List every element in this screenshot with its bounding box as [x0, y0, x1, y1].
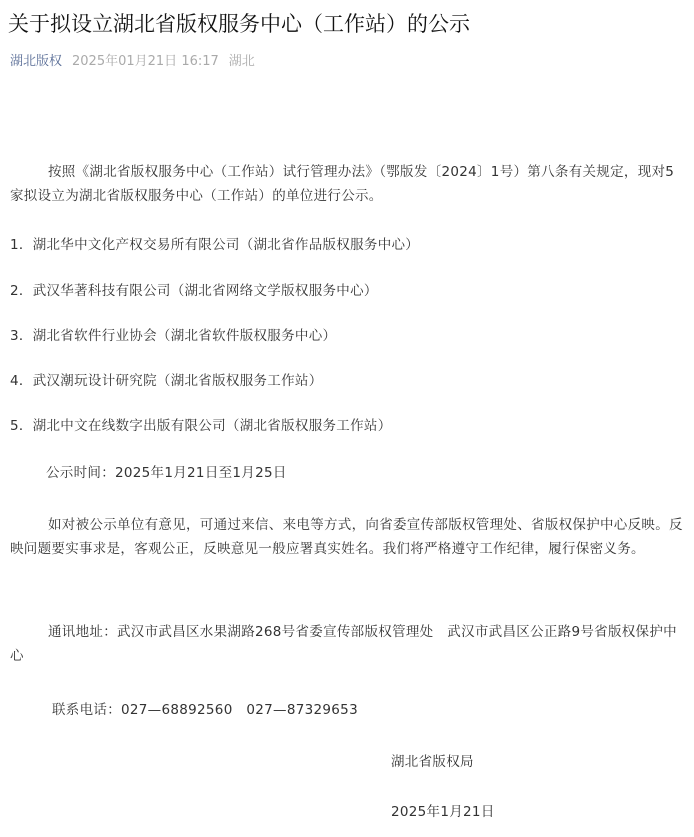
feedback-paragraph: 如对被公示单位有意见，可通过来信、来电等方式，向省委宣传部版权管理处、省版权保护中心反映。反映问题要实事求是，客观公正，反映意见一般应署真实姓名。我们将严格遵守工作纪律，履行保密义务。	[10, 517, 683, 557]
list-item: 2．武汉华著科技有限公司（湖北省网络文学版权服务中心）	[10, 283, 378, 299]
account-name-link[interactable]: 湖北版权	[10, 54, 63, 69]
contact-phone: 联系电话：027—68892560 027—87329653	[52, 702, 358, 718]
signature: 湖北省版权局	[391, 754, 474, 770]
intro-paragraph: 按照《湖北省版权服务中心（工作站）试行管理办法》（鄂版发〔2024〕1号）第八条有关规定，现对5家拟设立为湖北省版权服务中心（工作站）的单位进行公示。	[10, 164, 675, 204]
article-title: 关于拟设立湖北省版权服务中心（工作站）的公示	[8, 12, 470, 36]
publish-datetime: 2025年01月21日 16:17	[72, 54, 219, 69]
list-item: 1．湖北华中文化产权交易所有限公司（湖北省作品版权服务中心）	[10, 237, 420, 253]
list-item: 4．武汉潮玩设计研究院（湖北省版权服务工作站）	[10, 373, 323, 389]
article-meta	[10, 52, 255, 72]
publish-location: 湖北	[228, 54, 255, 69]
address-paragraph: 通讯地址：武汉市武昌区水果湖路268号省委宣传部版权管理处 武汉市武昌区公正路9号省版权保护中心	[10, 624, 677, 664]
publicity-period: 公示时间：2025年1月21日至1月25日	[46, 465, 287, 481]
list-item: 5．湖北中文在线数字出版有限公司（湖北省版权服务工作站）	[10, 418, 392, 434]
signature-date: 2025年1月21日	[391, 804, 495, 820]
list-item: 3．湖北省软件行业协会（湖北省软件版权服务中心）	[10, 328, 337, 344]
